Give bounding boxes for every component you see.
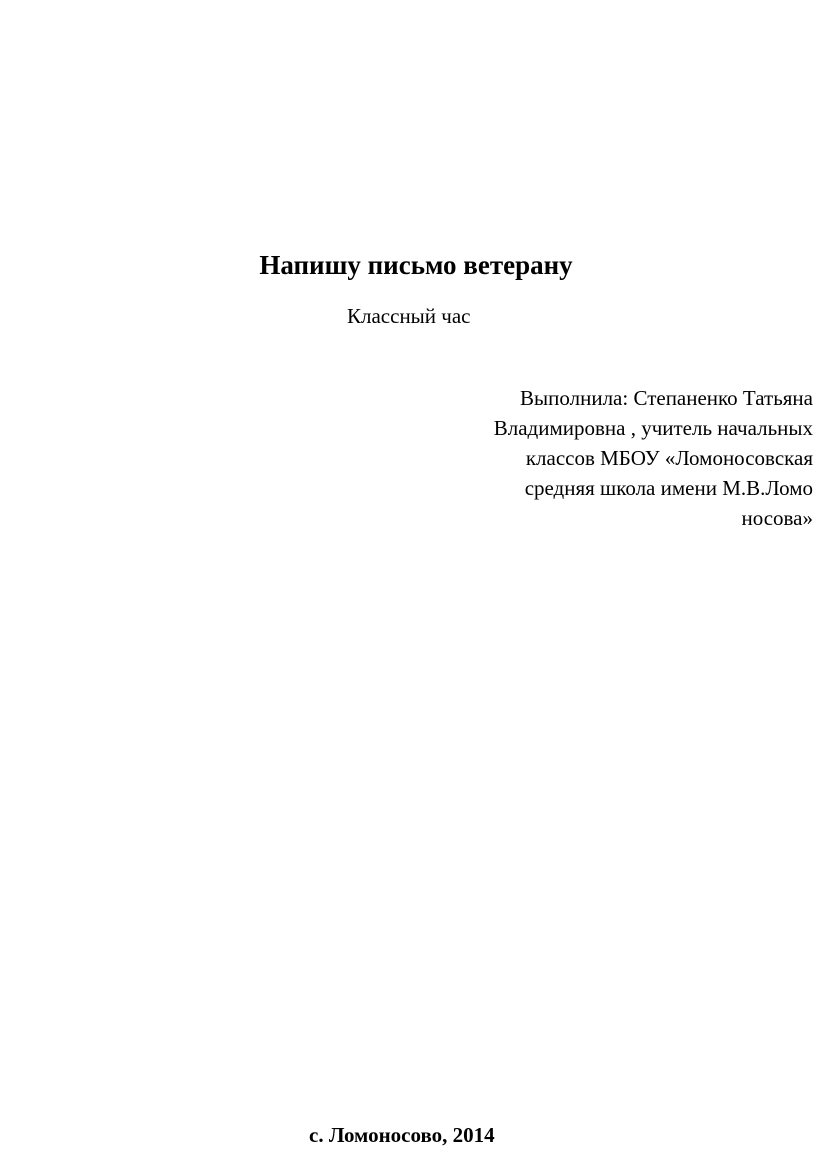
place-and-year: с. Ломоносово, 2014 <box>309 1123 495 1147</box>
author-line: Владимировна , учитель начальных <box>493 416 813 440</box>
document-subtitle: Классный час <box>347 304 471 328</box>
author-line: Выполнила: Степаненко Татьяна <box>520 386 813 410</box>
author-line: носова» <box>741 506 813 530</box>
author-line: классов МБОУ «Ломоносовская <box>525 446 813 470</box>
author-line: средняя школа имени М.В.Ломо <box>524 476 813 500</box>
author-block <box>393 383 813 533</box>
document-title: Напишу письмо ветерану <box>259 250 573 280</box>
